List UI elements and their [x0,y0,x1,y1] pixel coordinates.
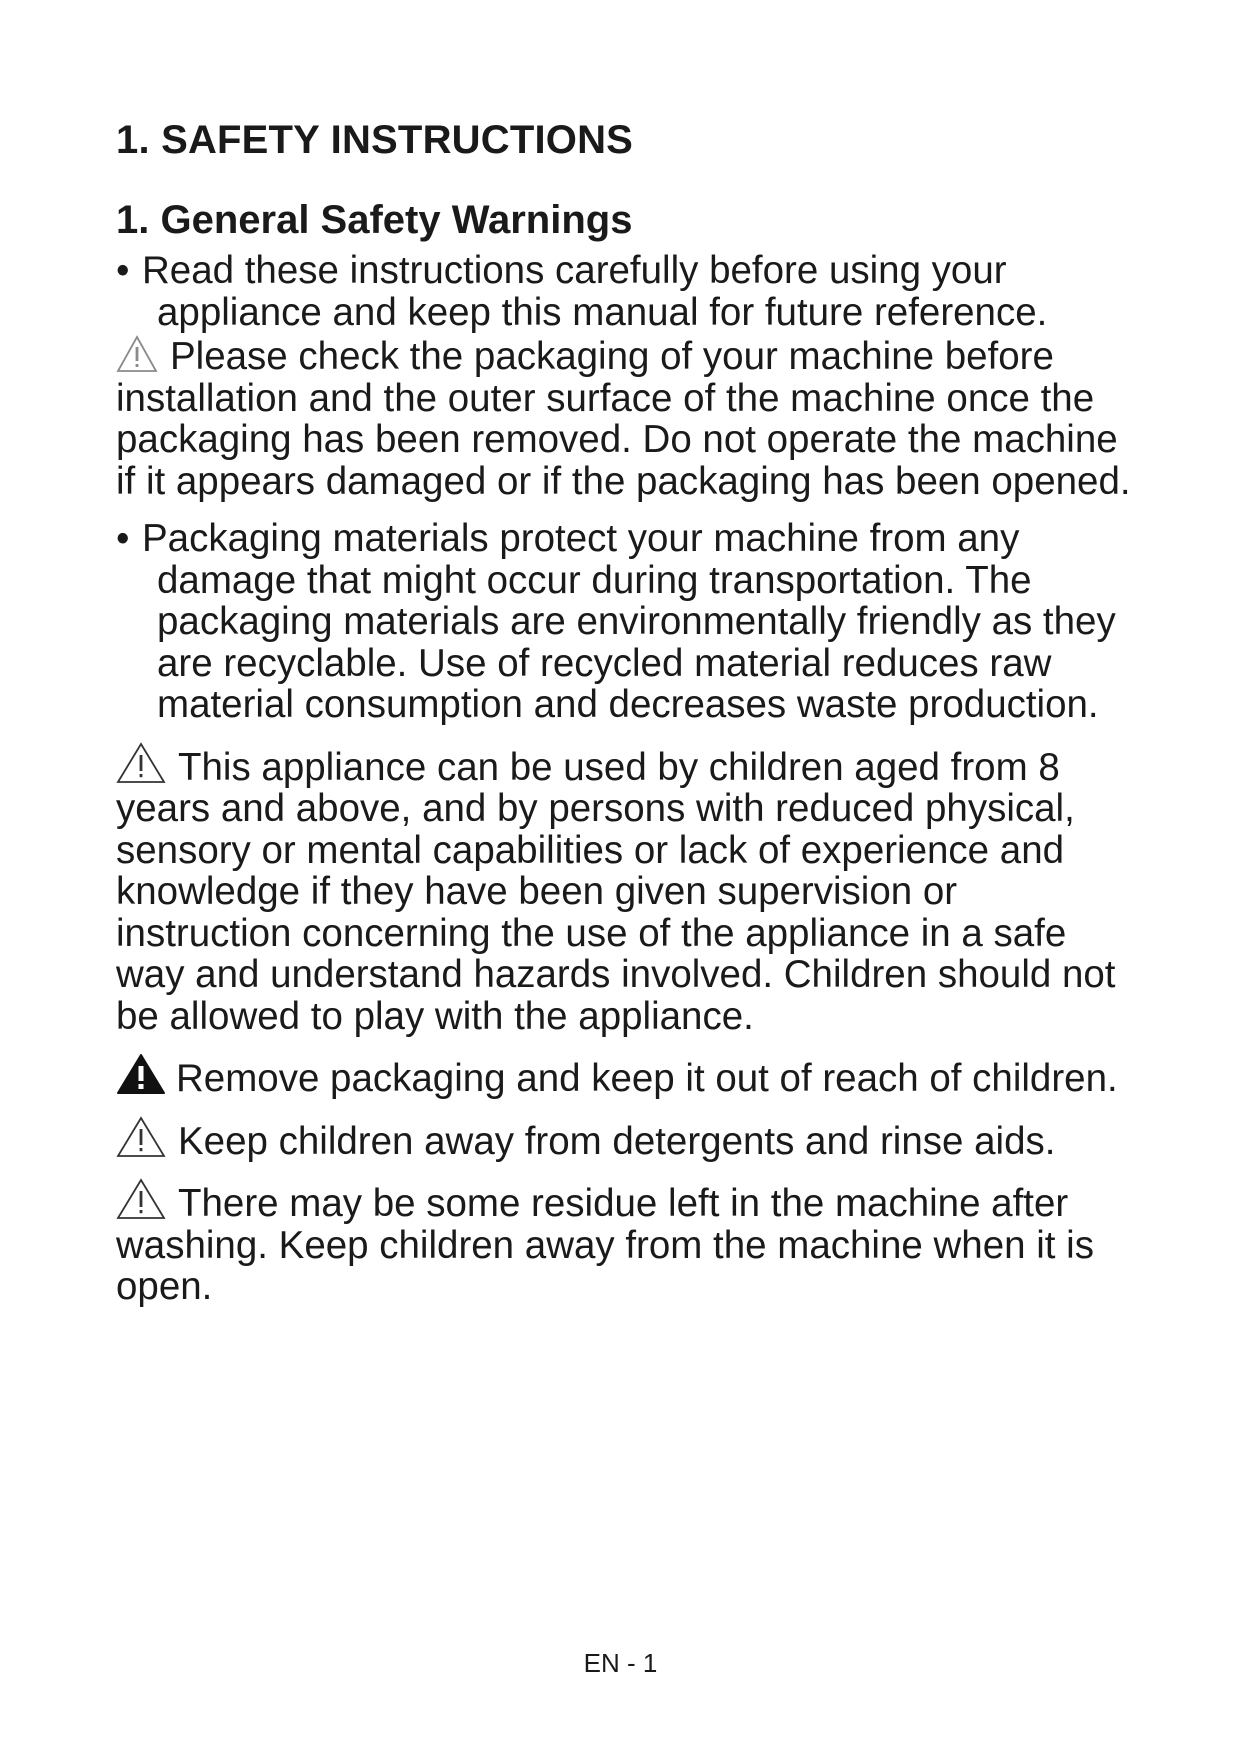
warning-filled-icon [116,1053,166,1095]
item-text: Read these instructions carefully before using your appliance and keep this manual for future reference. [142,249,1048,334]
item-text: Keep children away from detergents and rinse aids. [178,1119,1056,1163]
warning-outline-icon [116,1178,166,1220]
bullet-marker: • [116,517,130,560]
list-item [116,518,1136,726]
list-item [116,1178,1136,1308]
list-item [116,335,1136,502]
item-text: There may be some residue left in the machine after washing. Keep children away from the machine when it is open. [116,1182,1094,1308]
item-text: This appliance can be used by children aged from 8 years and above, and by persons with reduced physical, sensory or mental capabilities or lack of experience and knowledge if they have been given supervision or instruction concerning the use of the appliance in a safe way and understand hazards involved. Children should not be allowed to play with the appliance. [116,745,1116,1038]
list-item [116,1116,1136,1163]
list-item [116,742,1136,1038]
list-item [116,250,1136,333]
warning-outline-icon [116,1116,166,1158]
item-text: Please check the packaging of your machine before installation and the outer surface of the machine once the packaging has been removed. Do not operate the machine if it appears damaged or if the packaging has been opened. [116,335,1131,503]
warning-outline-icon [116,335,158,373]
list-item [116,1053,1136,1100]
document-page [116,118,1136,1308]
subsection-title: 1. General Safety Warnings [116,198,633,242]
item-text: Packaging materials protect your machine from any damage that might occur during transportation. The packaging materials are environmentally friendly as they are recyclable. Use of recycled material reduces raw material consumption and decreases waste production. [142,517,1116,726]
warning-outline-icon [116,742,166,784]
bullet-marker: • [116,249,130,292]
item-text: Remove packaging and keep it out of reach of children. [176,1057,1118,1100]
page-number: EN - 1 [583,1648,658,1678]
section-title: 1. SAFETY INSTRUCTIONS [116,118,634,162]
